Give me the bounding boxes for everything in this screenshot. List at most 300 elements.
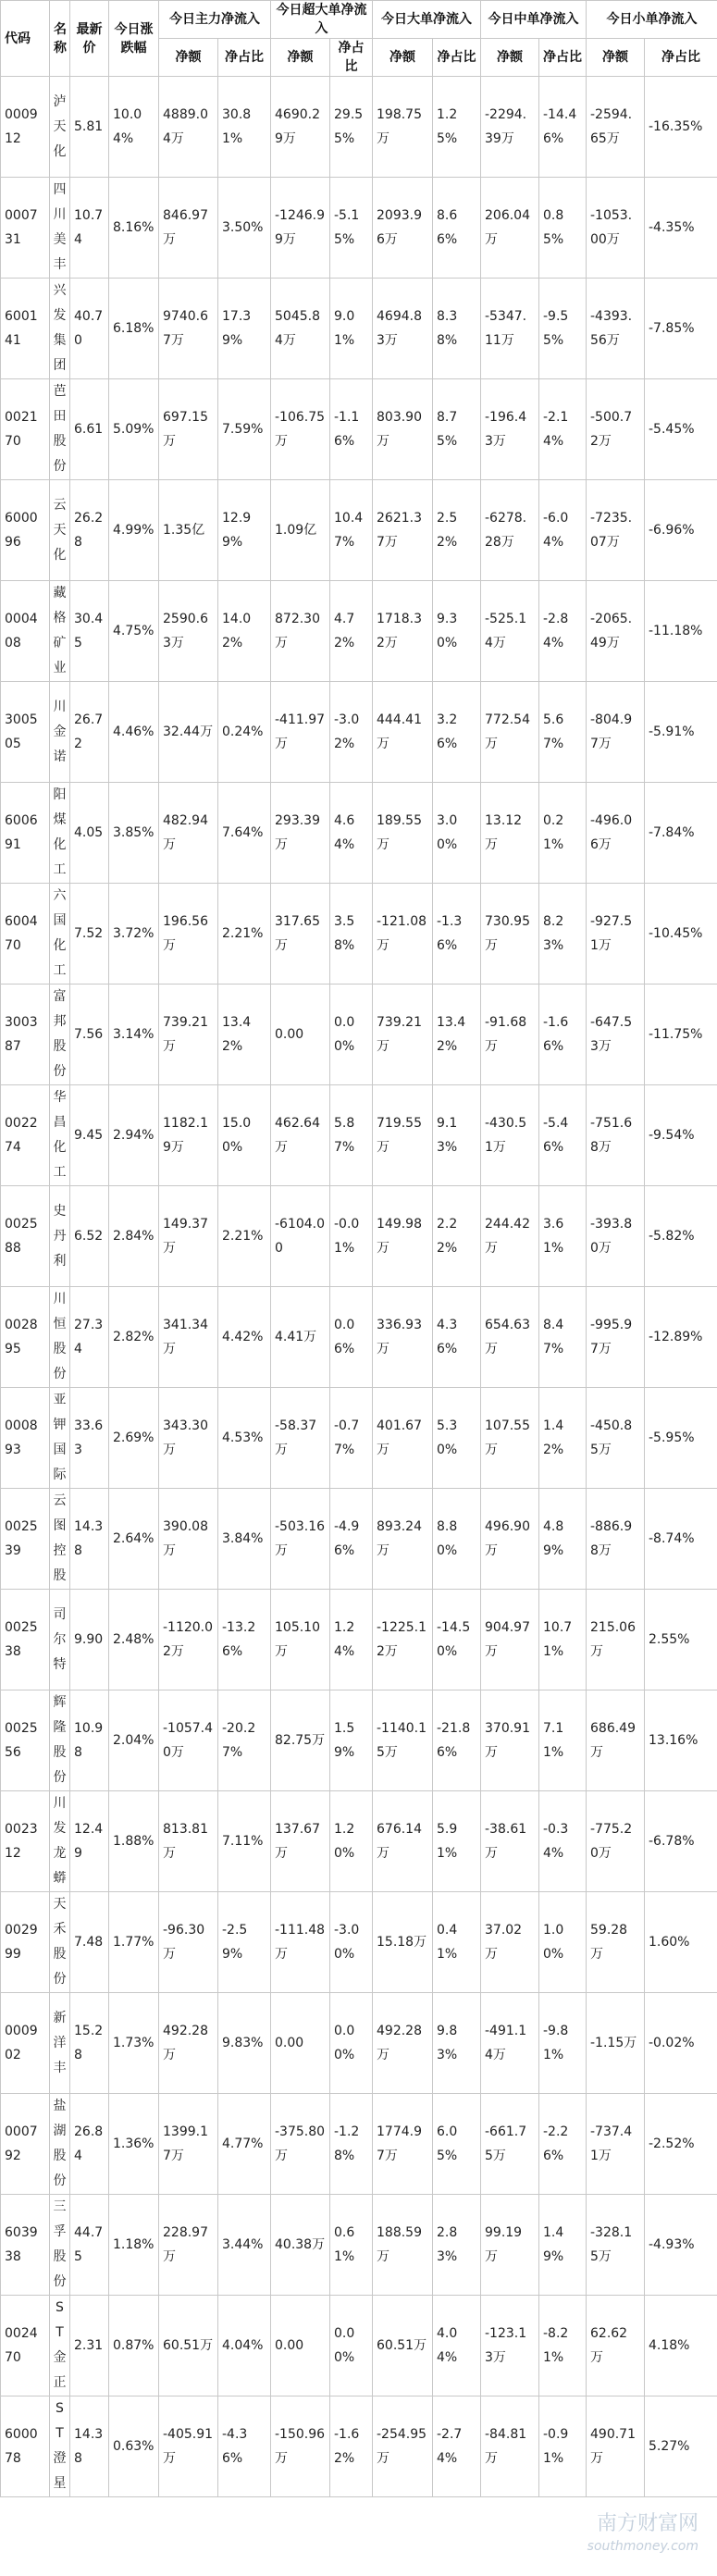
table-row — [1, 985, 717, 1085]
watermark — [587, 2513, 698, 2557]
main-ratio-cell: 13.42% — [218, 985, 271, 1085]
stock-name-cell: 兴发集团 — [50, 279, 70, 379]
super-amount-cell: 105.10万 — [271, 1590, 330, 1690]
large-ratio-cell: -2.74% — [433, 2396, 481, 2497]
watermark-cn: 南方财富网 — [596, 2512, 698, 2535]
small-amount-cell: -1.15万 — [587, 1993, 645, 2094]
large-amount-cell: 803.90万 — [373, 379, 433, 480]
table-row — [1, 783, 717, 884]
table-row — [1, 1590, 717, 1690]
super-ratio-cell: 9.01% — [330, 279, 373, 379]
small-amount-cell: -647.53万 — [587, 985, 645, 1085]
main-amount-cell: 343.30万 — [159, 1388, 218, 1489]
change-pct-cell: 2.82% — [109, 1287, 159, 1388]
super-ratio-cell: -3.00% — [330, 1892, 373, 1993]
mid-amount-cell: 370.91万 — [481, 1690, 539, 1791]
large-amount-cell: -254.95万 — [373, 2396, 433, 2497]
watermark-en: southmoney.com — [587, 2539, 698, 2554]
table-row — [1, 1892, 717, 1993]
large-ratio-cell: 0.41% — [433, 1892, 481, 1993]
header-mid: 今日中单净流入 — [481, 1, 587, 39]
large-ratio-cell: 1.25% — [433, 77, 481, 178]
stock-name-cell: 亚钾国际 — [50, 1388, 70, 1489]
main-amount-cell: 482.94万 — [159, 783, 218, 884]
large-ratio-cell: 8.38% — [433, 279, 481, 379]
header-super-ratio: 净占比 — [330, 39, 373, 77]
latest-price-cell: 7.48 — [70, 1892, 109, 1993]
mid-ratio-cell: -9.81% — [539, 1993, 587, 2094]
mid-ratio-cell: 3.61% — [539, 1186, 587, 1287]
small-ratio-cell: -5.95% — [645, 1388, 717, 1489]
main-ratio-cell: 9.83% — [218, 1993, 271, 2094]
main-ratio-cell: 2.21% — [218, 1186, 271, 1287]
mid-ratio-cell: -2.14% — [539, 379, 587, 480]
header-code: 代码 — [1, 1, 50, 77]
stock-name-cell: 泸天化 — [50, 77, 70, 178]
large-amount-cell: 149.98万 — [373, 1186, 433, 1287]
header-super-amount: 净额 — [271, 39, 330, 77]
stock-code-cell: 002538 — [1, 1590, 50, 1690]
main-ratio-cell: 14.02% — [218, 581, 271, 682]
large-ratio-cell: 3.26% — [433, 682, 481, 783]
main-ratio-cell: 2.21% — [218, 884, 271, 985]
main-amount-cell: 2590.63万 — [159, 581, 218, 682]
stock-name-cell: 司尔特 — [50, 1590, 70, 1690]
large-amount-cell: 336.93万 — [373, 1287, 433, 1388]
header-main: 今日主力净流入 — [159, 1, 271, 39]
header-main-ratio: 净占比 — [218, 39, 271, 77]
small-ratio-cell: -16.35% — [645, 77, 717, 178]
latest-price-cell: 14.38 — [70, 2396, 109, 2497]
change-pct-cell: 1.88% — [109, 1791, 159, 1892]
mid-ratio-cell: -8.21% — [539, 2296, 587, 2396]
small-amount-cell: -450.85万 — [587, 1388, 645, 1489]
stock-name-cell: 芭田股份 — [50, 379, 70, 480]
table-row — [1, 2094, 717, 2195]
small-amount-cell: -2594.65万 — [587, 77, 645, 178]
large-amount-cell: 739.21万 — [373, 985, 433, 1085]
large-ratio-cell: 2.22% — [433, 1186, 481, 1287]
small-ratio-cell: -8.74% — [645, 1489, 717, 1590]
large-ratio-cell: 5.91% — [433, 1791, 481, 1892]
change-pct-cell: 4.99% — [109, 480, 159, 581]
large-amount-cell: 444.41万 — [373, 682, 433, 783]
super-amount-cell: 5045.84万 — [271, 279, 330, 379]
change-pct-cell: 3.72% — [109, 884, 159, 985]
stock-code-cell: 000893 — [1, 1388, 50, 1489]
super-ratio-cell: -3.02% — [330, 682, 373, 783]
latest-price-cell: 26.84 — [70, 2094, 109, 2195]
small-amount-cell: -775.20万 — [587, 1791, 645, 1892]
mid-amount-cell: 99.19万 — [481, 2195, 539, 2296]
large-amount-cell: 189.55万 — [373, 783, 433, 884]
mid-amount-cell: 730.95万 — [481, 884, 539, 985]
stock-code-cell: 600096 — [1, 480, 50, 581]
small-ratio-cell: -4.35% — [645, 178, 717, 279]
small-amount-cell: -804.97万 — [587, 682, 645, 783]
large-ratio-cell: -1.36% — [433, 884, 481, 985]
large-amount-cell: 401.67万 — [373, 1388, 433, 1489]
small-ratio-cell: -6.96% — [645, 480, 717, 581]
large-amount-cell: 60.51万 — [373, 2296, 433, 2396]
large-ratio-cell: 3.00% — [433, 783, 481, 884]
mid-ratio-cell: 1.49% — [539, 2195, 587, 2296]
stock-code-cell: 002895 — [1, 1287, 50, 1388]
main-amount-cell: 341.34万 — [159, 1287, 218, 1388]
mid-amount-cell: -5347.11万 — [481, 279, 539, 379]
change-pct-cell: 2.48% — [109, 1590, 159, 1690]
mid-amount-cell: 904.97万 — [481, 1590, 539, 1690]
change-pct-cell: 4.75% — [109, 581, 159, 682]
small-amount-cell: 215.06万 — [587, 1590, 645, 1690]
main-amount-cell: 4889.04万 — [159, 77, 218, 178]
stock-name-cell: 三孚股份 — [50, 2195, 70, 2296]
header-large-amount: 净额 — [373, 39, 433, 77]
small-ratio-cell: -11.18% — [645, 581, 717, 682]
large-amount-cell: 2093.96万 — [373, 178, 433, 279]
table-row — [1, 1287, 717, 1388]
super-amount-cell: -411.97万 — [271, 682, 330, 783]
latest-price-cell: 9.90 — [70, 1590, 109, 1690]
large-ratio-cell: 6.05% — [433, 2094, 481, 2195]
small-ratio-cell: -7.85% — [645, 279, 717, 379]
latest-price-cell: 40.70 — [70, 279, 109, 379]
main-ratio-cell: 4.42% — [218, 1287, 271, 1388]
header-large-ratio: 净占比 — [433, 39, 481, 77]
main-ratio-cell: 3.50% — [218, 178, 271, 279]
latest-price-cell: 12.49 — [70, 1791, 109, 1892]
super-amount-cell: -58.37万 — [271, 1388, 330, 1489]
small-amount-cell: -995.97万 — [587, 1287, 645, 1388]
super-amount-cell: -503.16万 — [271, 1489, 330, 1590]
stock-name-cell: 藏格矿业 — [50, 581, 70, 682]
table-row — [1, 1489, 717, 1590]
stock-name-cell: 川金诺 — [50, 682, 70, 783]
stock-name-cell: 盐湖股份 — [50, 2094, 70, 2195]
small-amount-cell: -328.15万 — [587, 2195, 645, 2296]
latest-price-cell: 30.45 — [70, 581, 109, 682]
super-ratio-cell: 1.20% — [330, 1791, 373, 1892]
super-amount-cell: 872.30万 — [271, 581, 330, 682]
small-ratio-cell: -4.93% — [645, 2195, 717, 2296]
change-pct-cell: 2.69% — [109, 1388, 159, 1489]
small-amount-cell: -7235.07万 — [587, 480, 645, 581]
change-pct-cell: 0.63% — [109, 2396, 159, 2497]
main-amount-cell: 228.97万 — [159, 2195, 218, 2296]
header-mid-amount: 净额 — [481, 39, 539, 77]
stock-code-cell: 603938 — [1, 2195, 50, 2296]
main-amount-cell: 390.08万 — [159, 1489, 218, 1590]
table-row — [1, 581, 717, 682]
large-ratio-cell: 4.36% — [433, 1287, 481, 1388]
main-amount-cell: 9740.67万 — [159, 279, 218, 379]
stock-code-cell: 000912 — [1, 77, 50, 178]
main-ratio-cell: 7.11% — [218, 1791, 271, 1892]
change-pct-cell: 2.84% — [109, 1186, 159, 1287]
table-row — [1, 379, 717, 480]
stock-name-cell: 六国化工 — [50, 884, 70, 985]
small-amount-cell: -2065.49万 — [587, 581, 645, 682]
super-ratio-cell: 1.59% — [330, 1690, 373, 1791]
small-amount-cell: -927.51万 — [587, 884, 645, 985]
mid-amount-cell: -123.13万 — [481, 2296, 539, 2396]
mid-ratio-cell: 8.47% — [539, 1287, 587, 1388]
mid-ratio-cell: -14.46% — [539, 77, 587, 178]
mid-ratio-cell: 1.42% — [539, 1388, 587, 1489]
large-ratio-cell: -14.50% — [433, 1590, 481, 1690]
large-ratio-cell: 2.83% — [433, 2195, 481, 2296]
main-amount-cell: -1120.02万 — [159, 1590, 218, 1690]
mid-ratio-cell: 10.71% — [539, 1590, 587, 1690]
main-ratio-cell: -4.36% — [218, 2396, 271, 2497]
super-ratio-cell: 4.64% — [330, 783, 373, 884]
main-ratio-cell: 15.00% — [218, 1085, 271, 1186]
small-amount-cell: -4393.56万 — [587, 279, 645, 379]
super-ratio-cell: -1.62% — [330, 2396, 373, 2497]
small-ratio-cell: -10.45% — [645, 884, 717, 985]
super-ratio-cell: -4.96% — [330, 1489, 373, 1590]
header-small: 今日小单净流入 — [587, 1, 717, 39]
mid-amount-cell: -525.14万 — [481, 581, 539, 682]
latest-price-cell: 6.52 — [70, 1186, 109, 1287]
super-amount-cell: -375.80万 — [271, 2094, 330, 2195]
super-amount-cell: 0.00 — [271, 2296, 330, 2396]
large-amount-cell: 676.14万 — [373, 1791, 433, 1892]
stock-code-cell: 300387 — [1, 985, 50, 1085]
super-ratio-cell: -1.16% — [330, 379, 373, 480]
latest-price-cell: 2.31 — [70, 2296, 109, 2396]
large-amount-cell: 1774.97万 — [373, 2094, 433, 2195]
main-amount-cell: -1057.40万 — [159, 1690, 218, 1791]
mid-ratio-cell: -6.04% — [539, 480, 587, 581]
super-amount-cell: -1246.99万 — [271, 178, 330, 279]
main-ratio-cell: 30.81% — [218, 77, 271, 178]
main-amount-cell: 1399.17万 — [159, 2094, 218, 2195]
main-amount-cell: 846.97万 — [159, 178, 218, 279]
small-amount-cell: -393.80万 — [587, 1186, 645, 1287]
stock-code-cell: 600141 — [1, 279, 50, 379]
super-ratio-cell: 0.00% — [330, 1993, 373, 2094]
table-body — [1, 77, 717, 2497]
change-pct-cell: 8.16% — [109, 178, 159, 279]
small-ratio-cell: -2.52% — [645, 2094, 717, 2195]
latest-price-cell: 7.52 — [70, 884, 109, 985]
mid-ratio-cell: -0.91% — [539, 2396, 587, 2497]
stock-name-cell: ST澄星 — [50, 2396, 70, 2497]
small-amount-cell: 59.28万 — [587, 1892, 645, 1993]
super-ratio-cell: 0.00% — [330, 2296, 373, 2396]
stock-code-cell: 002539 — [1, 1489, 50, 1590]
super-ratio-cell: 0.00% — [330, 985, 373, 1085]
main-ratio-cell: 7.64% — [218, 783, 271, 884]
mid-ratio-cell: -2.84% — [539, 581, 587, 682]
small-amount-cell: -496.06万 — [587, 783, 645, 884]
stock-code-cell: 600691 — [1, 783, 50, 884]
small-amount-cell: -500.72万 — [587, 379, 645, 480]
main-amount-cell: 492.28万 — [159, 1993, 218, 2094]
stock-code-cell: 002170 — [1, 379, 50, 480]
small-ratio-cell: 4.18% — [645, 2296, 717, 2396]
large-ratio-cell: 2.52% — [433, 480, 481, 581]
large-ratio-cell: 9.30% — [433, 581, 481, 682]
latest-price-cell: 14.38 — [70, 1489, 109, 1590]
table-row — [1, 178, 717, 279]
header-main-amount: 净额 — [159, 39, 218, 77]
change-pct-cell: 1.73% — [109, 1993, 159, 2094]
super-ratio-cell: 5.87% — [330, 1085, 373, 1186]
change-pct-cell: 3.85% — [109, 783, 159, 884]
mid-ratio-cell: 5.67% — [539, 682, 587, 783]
stock-name-cell: 富邦股份 — [50, 985, 70, 1085]
small-amount-cell: -886.98万 — [587, 1489, 645, 1590]
small-ratio-cell: -5.45% — [645, 379, 717, 480]
super-ratio-cell: 1.24% — [330, 1590, 373, 1690]
mid-ratio-cell: 0.21% — [539, 783, 587, 884]
main-amount-cell: -96.30万 — [159, 1892, 218, 1993]
small-ratio-cell: 13.16% — [645, 1690, 717, 1791]
latest-price-cell: 5.81 — [70, 77, 109, 178]
latest-price-cell: 7.56 — [70, 985, 109, 1085]
large-amount-cell: -1140.15万 — [373, 1690, 433, 1791]
stock-code-cell: 600470 — [1, 884, 50, 985]
change-pct-cell: 2.94% — [109, 1085, 159, 1186]
small-amount-cell: -1053.00万 — [587, 178, 645, 279]
super-ratio-cell: 10.47% — [330, 480, 373, 581]
table-row — [1, 2195, 717, 2296]
latest-price-cell: 4.05 — [70, 783, 109, 884]
main-amount-cell: 1.35亿 — [159, 480, 218, 581]
stock-code-cell: 002274 — [1, 1085, 50, 1186]
stock-name-cell: 阳煤化工 — [50, 783, 70, 884]
small-amount-cell: 490.71万 — [587, 2396, 645, 2497]
super-amount-cell: 82.75万 — [271, 1690, 330, 1791]
large-ratio-cell: -21.86% — [433, 1690, 481, 1791]
small-ratio-cell: 1.60% — [645, 1892, 717, 1993]
header-small-ratio: 净占比 — [645, 39, 717, 77]
mid-ratio-cell: 0.85% — [539, 178, 587, 279]
super-amount-cell: 293.39万 — [271, 783, 330, 884]
super-amount-cell: 4690.29万 — [271, 77, 330, 178]
main-amount-cell: 32.44万 — [159, 682, 218, 783]
table-row — [1, 1993, 717, 2094]
stock-code-cell: 002470 — [1, 2296, 50, 2396]
header-large: 今日大单净流入 — [373, 1, 481, 39]
main-ratio-cell: 3.44% — [218, 2195, 271, 2296]
super-ratio-cell: 4.72% — [330, 581, 373, 682]
mid-amount-cell: -661.75万 — [481, 2094, 539, 2195]
table-row — [1, 77, 717, 178]
change-pct-cell: 10.04% — [109, 77, 159, 178]
main-amount-cell: 196.56万 — [159, 884, 218, 985]
stock-code-cell: 002588 — [1, 1186, 50, 1287]
stock-name-cell: 新洋丰 — [50, 1993, 70, 2094]
main-ratio-cell: -2.59% — [218, 1892, 271, 1993]
super-amount-cell: -6104.00 — [271, 1186, 330, 1287]
main-ratio-cell: -20.27% — [218, 1690, 271, 1791]
mid-amount-cell: 206.04万 — [481, 178, 539, 279]
latest-price-cell: 15.28 — [70, 1993, 109, 2094]
mid-ratio-cell: -0.34% — [539, 1791, 587, 1892]
stock-code-cell: 002556 — [1, 1690, 50, 1791]
header-name: 名称 — [50, 1, 70, 77]
mid-ratio-cell: 8.23% — [539, 884, 587, 985]
change-pct-cell: 1.36% — [109, 2094, 159, 2195]
table-row — [1, 884, 717, 985]
mid-amount-cell: 772.54万 — [481, 682, 539, 783]
small-ratio-cell: -9.54% — [645, 1085, 717, 1186]
super-ratio-cell: -0.77% — [330, 1388, 373, 1489]
change-pct-cell: 4.46% — [109, 682, 159, 783]
header-small-amount: 净额 — [587, 39, 645, 77]
table-header — [1, 1, 717, 77]
stock-name-cell: 史丹利 — [50, 1186, 70, 1287]
super-ratio-cell: -0.01% — [330, 1186, 373, 1287]
stock-name-cell: 华昌化工 — [50, 1085, 70, 1186]
table-row — [1, 2296, 717, 2396]
small-ratio-cell: -12.89% — [645, 1287, 717, 1388]
latest-price-cell: 10.98 — [70, 1690, 109, 1791]
table-row — [1, 1085, 717, 1186]
main-amount-cell: 813.81万 — [159, 1791, 218, 1892]
stock-code-cell: 300505 — [1, 682, 50, 783]
mid-amount-cell: 13.12万 — [481, 783, 539, 884]
large-ratio-cell: 13.42% — [433, 985, 481, 1085]
mid-amount-cell: -196.43万 — [481, 379, 539, 480]
stock-code-cell: 000408 — [1, 581, 50, 682]
super-amount-cell: 462.64万 — [271, 1085, 330, 1186]
stock-code-cell: 000731 — [1, 178, 50, 279]
small-ratio-cell: -5.82% — [645, 1186, 717, 1287]
super-amount-cell: -106.75万 — [271, 379, 330, 480]
stock-code-cell: 002312 — [1, 1791, 50, 1892]
change-pct-cell: 0.87% — [109, 2296, 159, 2396]
super-amount-cell: 317.65万 — [271, 884, 330, 985]
mid-amount-cell: 496.90万 — [481, 1489, 539, 1590]
small-amount-cell: -751.68万 — [587, 1085, 645, 1186]
main-amount-cell: 149.37万 — [159, 1186, 218, 1287]
change-pct-cell: 2.64% — [109, 1489, 159, 1590]
mid-amount-cell: 654.63万 — [481, 1287, 539, 1388]
super-ratio-cell: 3.58% — [330, 884, 373, 985]
mid-ratio-cell: 7.11% — [539, 1690, 587, 1791]
table-row — [1, 2396, 717, 2497]
super-amount-cell: 40.38万 — [271, 2195, 330, 2296]
large-amount-cell: 188.59万 — [373, 2195, 433, 2296]
header-mid-ratio: 净占比 — [539, 39, 587, 77]
small-ratio-cell: -0.02% — [645, 1993, 717, 2094]
large-amount-cell: 2621.37万 — [373, 480, 433, 581]
header-pct: 今日涨跌幅 — [109, 1, 159, 77]
header-price: 最新价 — [70, 1, 109, 77]
main-amount-cell: 697.15万 — [159, 379, 218, 480]
mid-ratio-cell: -2.26% — [539, 2094, 587, 2195]
super-ratio-cell: -5.15% — [330, 178, 373, 279]
mid-amount-cell: 37.02万 — [481, 1892, 539, 1993]
super-ratio-cell: -1.28% — [330, 2094, 373, 2195]
table-row — [1, 1388, 717, 1489]
large-ratio-cell: 5.30% — [433, 1388, 481, 1489]
mid-amount-cell: -91.68万 — [481, 985, 539, 1085]
large-ratio-cell: 8.80% — [433, 1489, 481, 1590]
mid-amount-cell: -491.14万 — [481, 1993, 539, 2094]
super-amount-cell: 4.41万 — [271, 1287, 330, 1388]
main-ratio-cell: 4.53% — [218, 1388, 271, 1489]
large-amount-cell: -1225.12万 — [373, 1590, 433, 1690]
large-amount-cell: 1718.32万 — [373, 581, 433, 682]
table-row — [1, 1186, 717, 1287]
mid-amount-cell: 107.55万 — [481, 1388, 539, 1489]
change-pct-cell: 6.18% — [109, 279, 159, 379]
